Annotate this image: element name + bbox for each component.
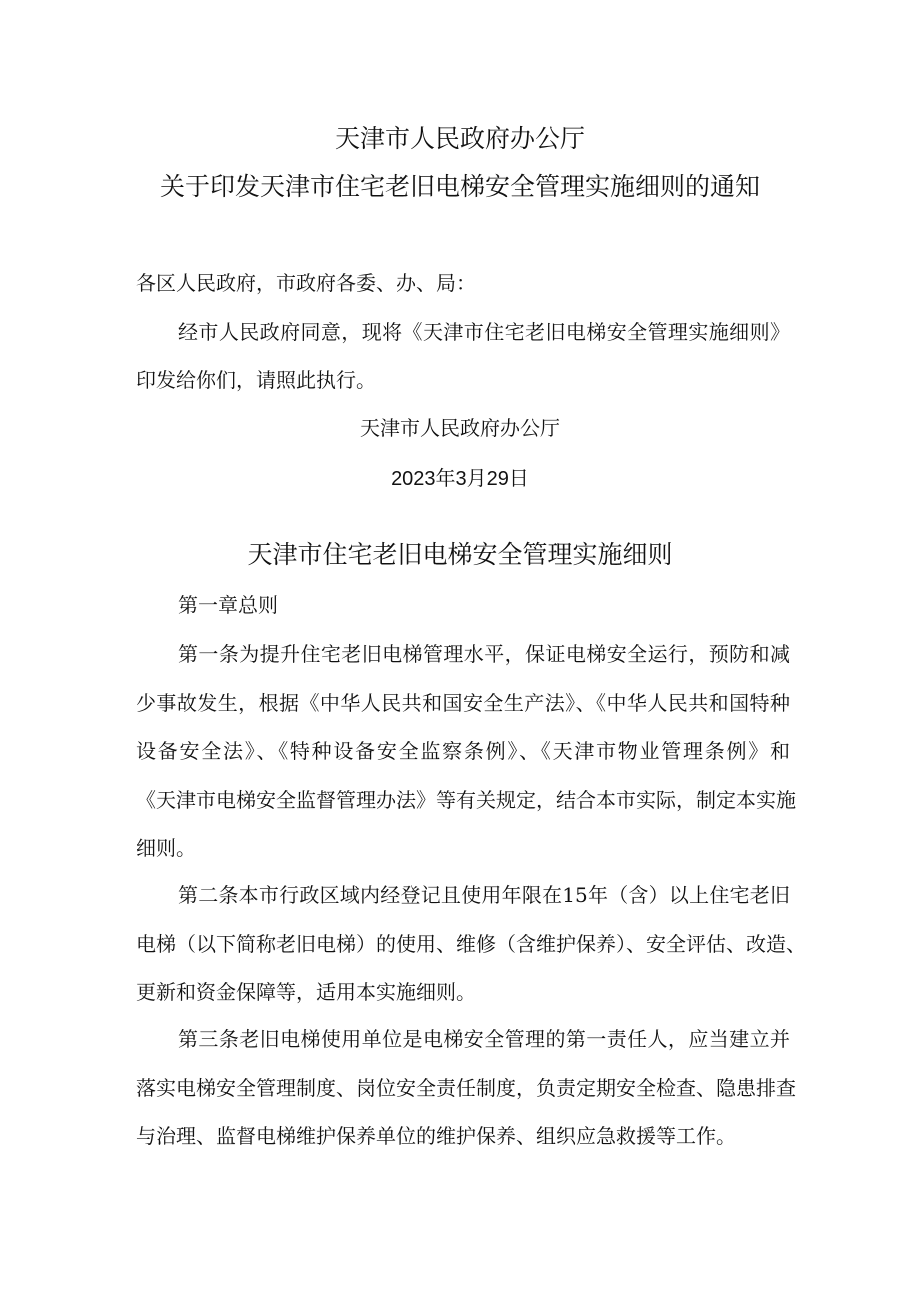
article-1-line: 设备安全法》、《特种设备安全监察条例》、《天津市物业管理条例》和 [136, 739, 790, 763]
salutation: 各区人民政府，市政府各委、办、局： [136, 271, 476, 295]
notice-body-line: 经市人民政府同意，现将《天津市住宅老旧电梯安全管理实施细则》 [178, 320, 790, 344]
article-1-line: 细则。 [136, 836, 196, 860]
notice-body-line: 印发给你们，请照此执行。 [136, 368, 376, 392]
article-1-line: 《天津市电梯安全监督管理办法》等有关规定，结合本市实际，制定本实施 [136, 788, 796, 812]
article-3-line: 与治理、监督电梯维护保养单位的维护保养、组织应急救援等工作。 [136, 1124, 736, 1148]
article-2-line: 第二条本市行政区域内经登记且使用年限在15年（含）以上住宅老旧 [178, 883, 790, 907]
rules-title: 天津市住宅老旧电梯安全管理实施细则 [247, 540, 673, 569]
notice-date: 2023年3月29日 [391, 468, 529, 490]
article-1-line: 第一条为提升住宅老旧电梯管理水平，保证电梯安全运行，预防和减 [178, 642, 790, 666]
issuer-heading: 天津市人民政府办公厅 [334, 124, 585, 153]
article-2-line: 更新和资金保障等，适用本实施细则。 [136, 980, 476, 1004]
notice-title: 关于印发天津市住宅老旧电梯安全管理实施细则的通知 [159, 172, 760, 201]
article-3-line: 第三条老旧电梯使用单位是电梯安全管理的第一责任人，应当建立并 [178, 1027, 790, 1051]
signature: 天津市人民政府办公厅 [360, 416, 560, 440]
article-1-line: 少事故发生，根据《中华人民共和国安全生产法》、《中华人民共和国特种 [136, 691, 790, 715]
article-3-line: 落实电梯安全管理制度、岗位安全责任制度，负责定期安全检查、隐患排查 [136, 1076, 796, 1100]
chapter-heading: 第一章总则 [178, 593, 278, 617]
article-2-line: 电梯（以下简称老旧电梯）的使用、维修（含维护保养）、安全评估、改造、 [136, 932, 806, 956]
